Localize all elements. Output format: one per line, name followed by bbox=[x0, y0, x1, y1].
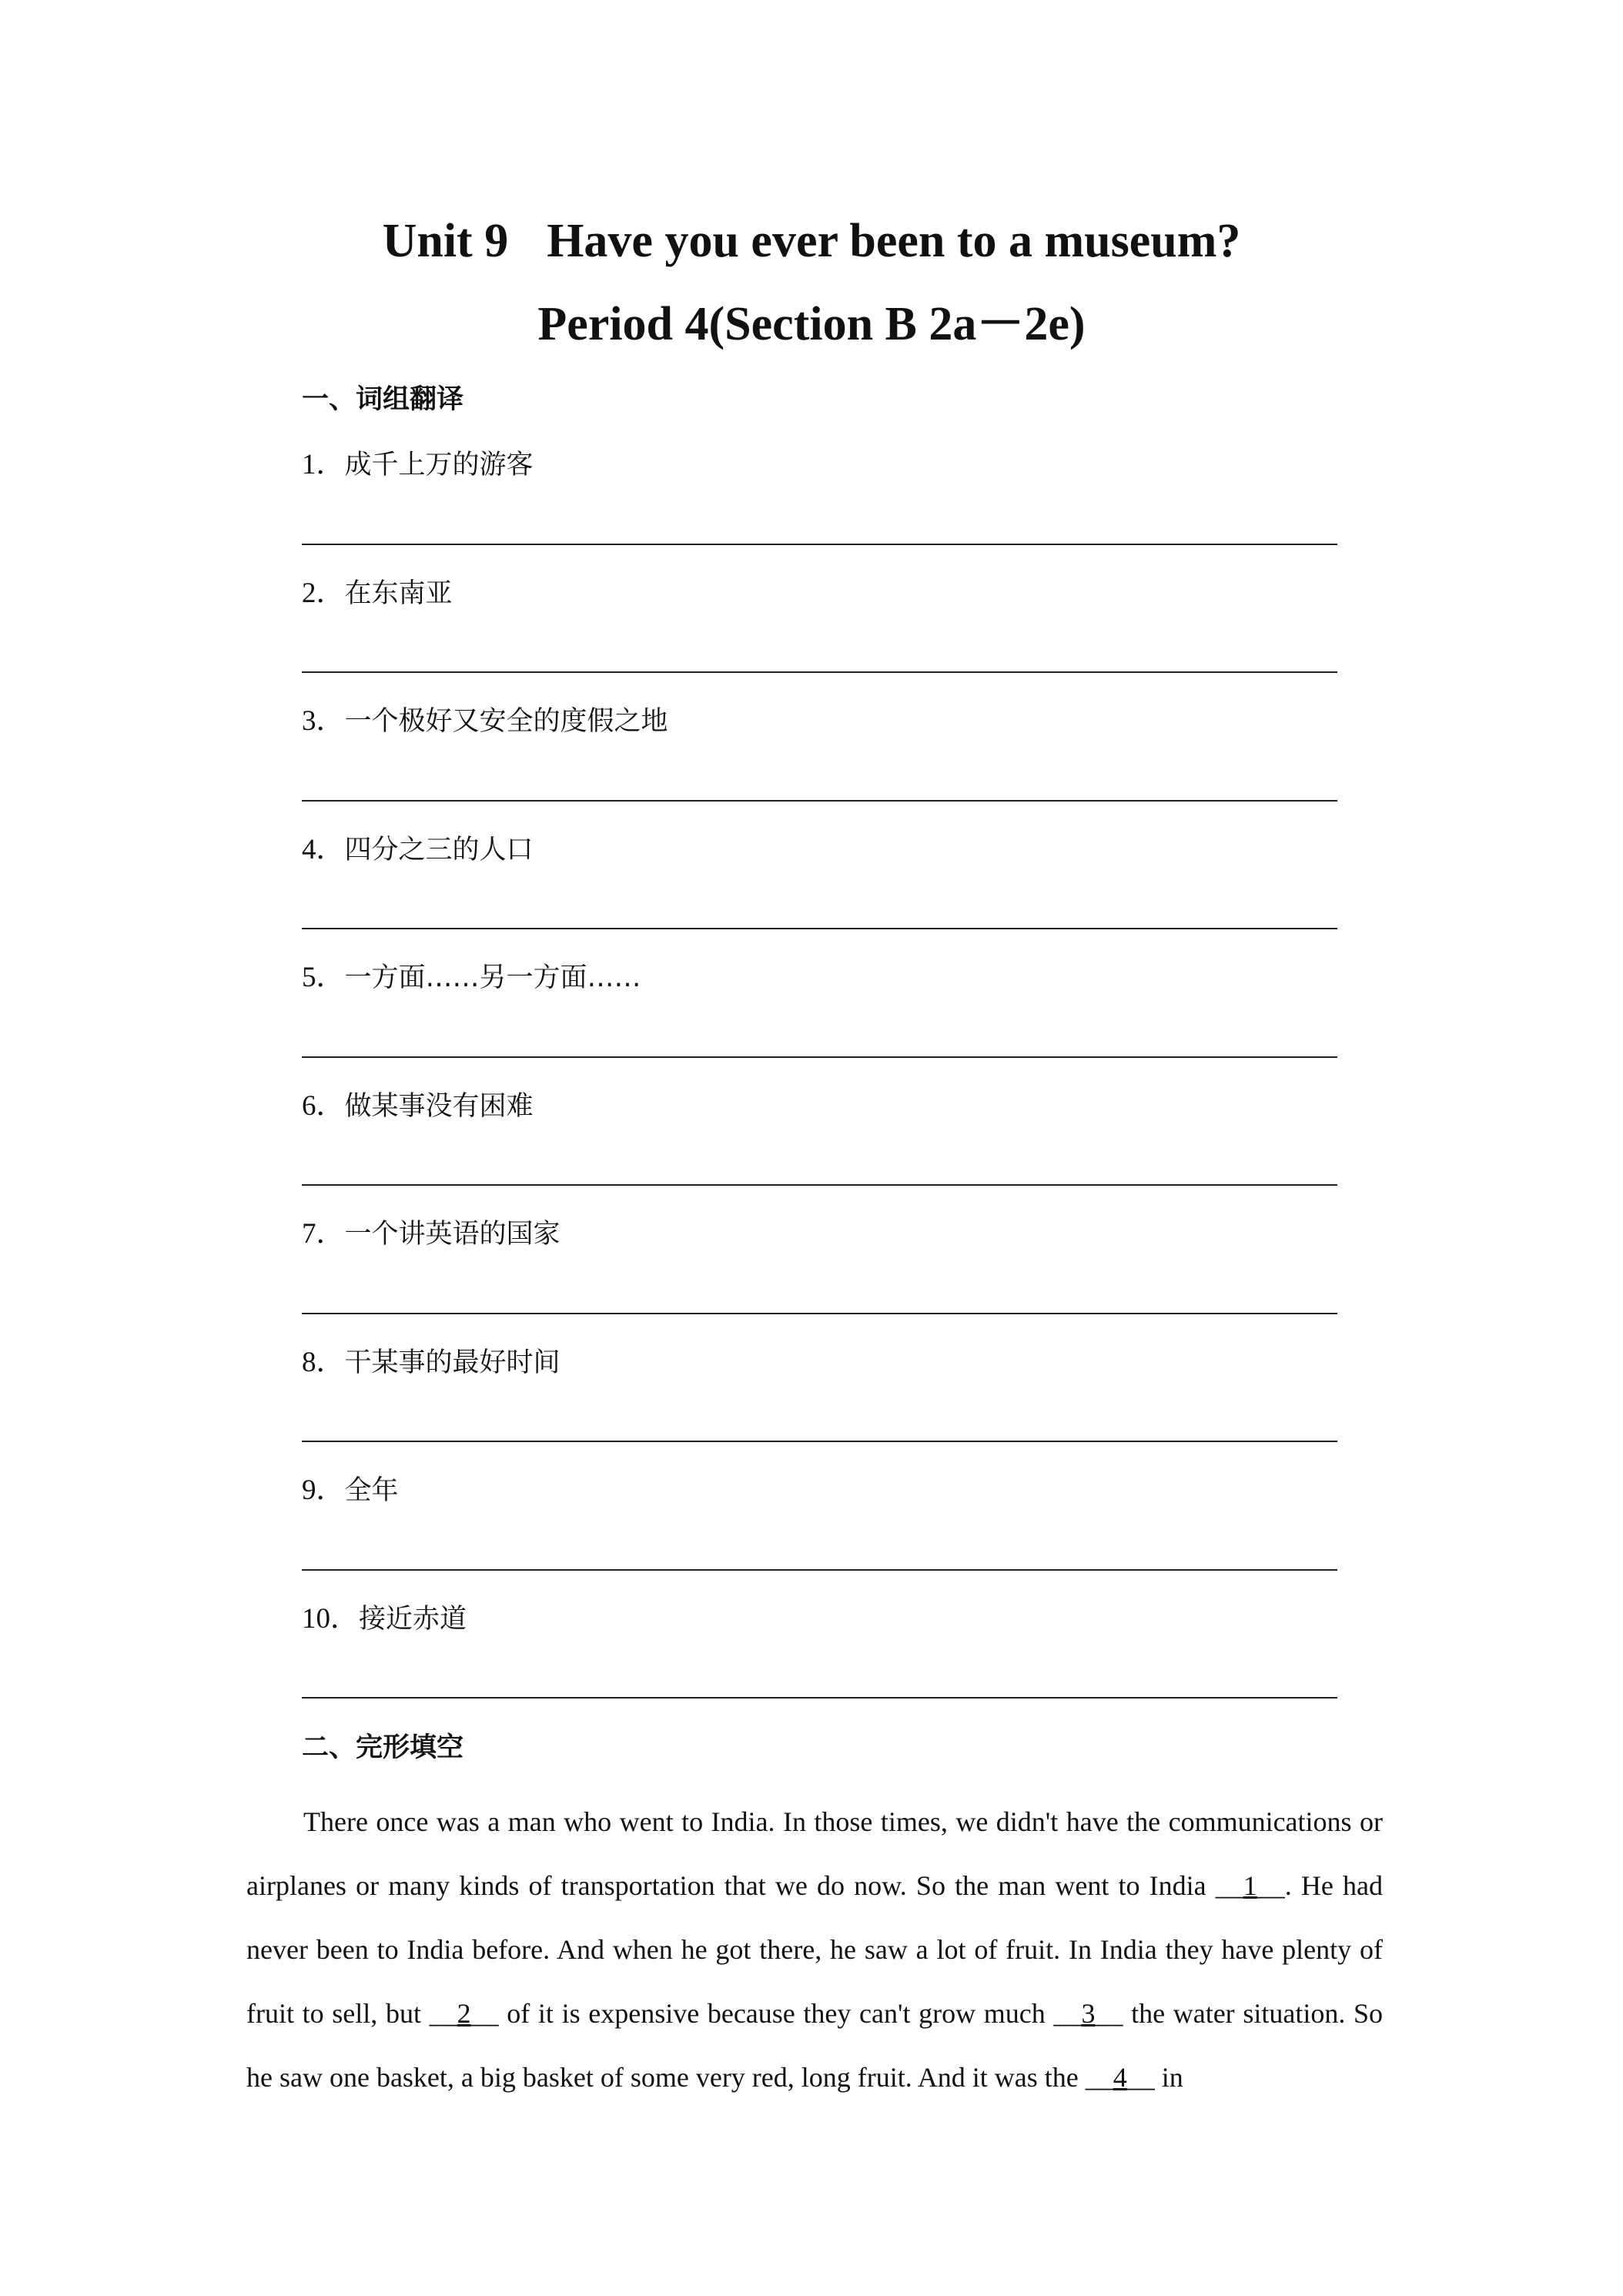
answer-line-1[interactable] bbox=[302, 544, 1337, 545]
unit-title bbox=[0, 217, 1623, 265]
cloze-passage: There once was a man who went to India. In those times, we didn't have the communications or airplanes or many kinds of transportation that we do now. So the man went to India __1__. He had never been to India before. And when he got there, he saw a lot of fruit. In India they have plenty of fruit to sell, but __2__ of it is expensive because they can't grow much __3__ the water situation. So he saw one basket, a big basket of some very red, long fruit. And it was the __4__ in bbox=[246, 1806, 1384, 2093]
unit-question: Have you ever been to a museum? bbox=[547, 215, 1241, 267]
exercise-item-10: 10．接近赤道 bbox=[302, 1603, 467, 1635]
answer-line-6[interactable] bbox=[302, 1184, 1337, 1186]
answer-line-10[interactable] bbox=[302, 1697, 1337, 1699]
exercise-item-9: 9．全年 bbox=[302, 1474, 399, 1506]
cloze-blank-4[interactable]: __4__ bbox=[1085, 2062, 1155, 2093]
answer-line-4[interactable] bbox=[302, 928, 1337, 929]
cloze-blank-3[interactable]: __3__ bbox=[1053, 1998, 1123, 2029]
exercise-item-1: 1．成千上万的游客 bbox=[302, 449, 534, 480]
cloze-blank-1[interactable]: __1__ bbox=[1215, 1870, 1285, 1901]
exercise-item-6: 6．做某事没有困难 bbox=[302, 1090, 534, 1122]
answer-line-2[interactable] bbox=[302, 671, 1337, 673]
period-title: Period 4(Section B 2a－2e) bbox=[537, 298, 1086, 350]
section-heading-cloze: 二、完形填空 bbox=[302, 1732, 464, 1763]
answer-line-3[interactable] bbox=[302, 800, 1337, 802]
exercise-item-3: 3．一个极好又安全的度假之地 bbox=[302, 705, 668, 737]
exercise-item-5: 5．一方面……另一方面…… bbox=[302, 962, 641, 993]
answer-line-8[interactable] bbox=[302, 1441, 1337, 1442]
answer-line-7[interactable] bbox=[302, 1313, 1337, 1314]
answer-line-5[interactable] bbox=[302, 1056, 1337, 1058]
section-heading-translation: 一、词组翻译 bbox=[302, 384, 464, 415]
exercise-item-2: 2．在东南亚 bbox=[302, 577, 453, 609]
unit-label: Unit 9 bbox=[382, 215, 509, 267]
exercise-item-7: 7．一个讲英语的国家 bbox=[302, 1218, 561, 1250]
cloze-blank-2[interactable]: __2__ bbox=[429, 1998, 499, 2029]
answer-line-9[interactable] bbox=[302, 1569, 1337, 1571]
exercise-item-4: 4．四分之三的人口 bbox=[302, 834, 534, 865]
exercise-item-8: 8．干某事的最好时间 bbox=[302, 1347, 561, 1378]
